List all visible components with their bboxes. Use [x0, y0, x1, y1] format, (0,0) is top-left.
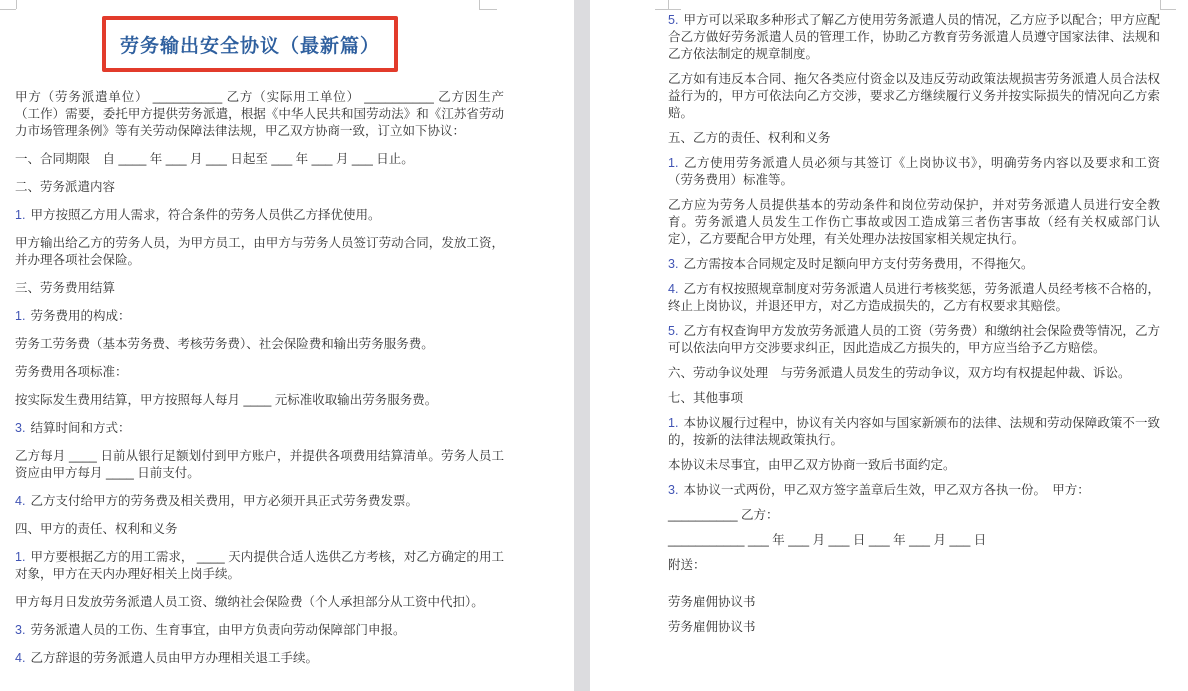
paragraph [15, 89, 504, 140]
document-title: 劳务输出安全协议（最新篇） [119, 35, 380, 57]
paragraph [668, 130, 1160, 147]
paragraph-text: 劳务费用各项标准： [15, 365, 128, 379]
paragraph-text: 结算时间和方式： [30, 421, 131, 435]
paragraph-text: 乙方如有违反本合同、拖欠各类应付资金以及违反劳动政策法规损害劳务派遣人员合法权益行为的，甲方可依法向乙方交涉，要求乙方继续履行义务并按实际损失的情况向乙方索赔。 [668, 72, 1160, 120]
paragraph-text: 乙方应为劳务人员提供基本的劳动条件和岗位劳动保护，并对劳务派遣人员进行安全教育。劳务派遣人员发生工作伤亡事故或因工造成第三者伤害事故（经有关权威部门认定），乙方要配合甲方处理，有关处理办法按国家相关规定执行。 [668, 198, 1160, 246]
paragraph-text: 甲方（劳务派遣单位） __________ 乙方（实际用工单位） __________ 乙方因生产（工作）需要，委托甲方提供劳务派遣，根据《中华人民共和国劳动法》和《江苏省劳动力市场管理条例》等有关劳动保障法律法规，甲乙双方协商一致，订立如下协议： [15, 90, 504, 138]
list-number: 4. [15, 494, 26, 508]
paragraph-text: 乙方需按本合同规定及时足额向甲方支付劳务费用，不得拖欠。 [683, 257, 1034, 271]
margin-crop-mark [0, 9, 16, 10]
paragraph-text: 四、甲方的责任、权利和义务 [15, 522, 178, 536]
paragraph-text: __________ 乙方： [668, 508, 779, 522]
paragraph-text: 七、其他事项 [668, 391, 744, 405]
paragraph [15, 364, 504, 381]
margin-crop-mark [1160, 9, 1176, 10]
paragraph [668, 12, 1160, 63]
paragraph-text: 本协议一式两份，甲乙双方签字盖章后生效，甲乙双方各执一份。 甲方： [683, 483, 1090, 497]
list-number: 4. [15, 651, 26, 665]
list-number: 5. [668, 324, 679, 338]
paragraph-text: 劳务费用的构成： [30, 309, 131, 323]
paragraph [668, 482, 1160, 499]
paragraph-text: 劳务工劳务费（基本劳务费、考核劳务费）、社会保险费和输出劳务服务费。 [15, 337, 434, 351]
page-1-paragraphs [15, 89, 504, 667]
paragraph [15, 392, 504, 409]
paragraph-text: 乙方支付给甲方的劳务费及相关费用，甲方必须开具正式劳务费发票。 [30, 494, 418, 508]
paragraph [15, 179, 504, 196]
paragraph [668, 197, 1160, 248]
paragraph-text: 本协议履行过程中，协议有关内容如与国家新颁布的法律、法规和劳动保障政策不一致的，按新的法律法规政策执行。 [668, 416, 1160, 447]
paragraph [668, 415, 1160, 449]
paragraph [668, 594, 1160, 611]
paragraph [15, 336, 504, 353]
paragraph-text: ___________ ___ 年 ___ 月 ___ 日 ___ 年 ___ 月 ___ 日 [668, 533, 987, 547]
paragraph [15, 650, 504, 667]
paragraph-text: 六、劳动争议处理 与劳务派遣人员发生的劳动争议，双方均有权提起仲裁、诉讼。 [668, 366, 1131, 380]
paragraph [15, 280, 504, 297]
paragraph [668, 256, 1160, 273]
paragraph-text: 附送： [668, 558, 706, 572]
paragraph [15, 207, 504, 224]
paragraph-text: 五、乙方的责任、权利和义务 [668, 131, 831, 145]
paragraph-text: 乙方每月 ____ 日前从银行足额划付到甲方账户，并提供各项费用结算清单。劳务人员工资应由甲方每月 ____ 日前支付。 [15, 449, 504, 480]
paragraph [15, 151, 504, 168]
paragraph-text: 二、劳务派遣内容 [15, 180, 116, 194]
page-gutter [574, 0, 590, 691]
paragraph-text: 一、合同期限 自 ____ 年 ___ 月 ___ 日起至 ___ 年 ___ 月 ___ 日止。 [15, 152, 414, 166]
paragraph-text: 劳务派遣人员的工伤、生育事宜，由甲方负责向劳动保障部门申报。 [30, 623, 406, 637]
list-number: 3. [15, 623, 26, 637]
document-page-1 [0, 0, 574, 691]
paragraph-text: 甲方输出给乙方的劳务人员，为甲方员工，由甲方与劳务人员签订劳动合同，发放工资，并办理各项社会保险。 [15, 236, 504, 267]
margin-crop-mark [479, 0, 480, 9]
paragraph-text: 三、劳务费用结算 [15, 281, 116, 295]
paragraph [15, 594, 504, 611]
paragraph [15, 448, 504, 482]
paragraph [668, 281, 1160, 315]
list-number: 5. [668, 13, 679, 27]
list-number: 1. [668, 416, 679, 430]
list-number: 3. [668, 483, 679, 497]
list-number: 1. [15, 309, 26, 323]
margin-crop-mark [655, 9, 681, 10]
paragraph-text: 按实际发生费用结算，甲方按照每人每月 ____ 元标准收取输出劳务服务费。 [15, 393, 438, 407]
list-number: 3. [668, 257, 679, 271]
paragraph [15, 235, 504, 269]
paragraph [15, 308, 504, 325]
paragraph-text: 劳务雇佣协议书 [668, 595, 756, 609]
paragraph-text: 劳务雇佣协议书 [668, 620, 756, 634]
title-highlight-box [102, 16, 398, 72]
paragraph [668, 619, 1160, 636]
paragraph [668, 323, 1160, 357]
paragraph-text: 乙方有权按照规章制度对劳务派遣人员进行考核奖惩，劳务派遣人员经考核不合格的，终止上岗协议，并退还甲方，对乙方造成损失的，乙方有权要求其赔偿。 [668, 282, 1160, 313]
paragraph-text: 甲方按照乙方用人需求，符合条件的劳务人员供乙方择优使用。 [30, 208, 381, 222]
paragraph-text: 甲方可以采取多种形式了解乙方使用劳务派遣人员的情况，乙方应予以配合；甲方应配合乙方做好劳务派遣人员的管理工作，协助乙方教育劳务派遣人员遵守国家法律、法规和乙方依法制定的规章制度。 [668, 13, 1160, 61]
paragraph-text: 甲方要根据乙方的用工需求， ____ 天内提供合适人选供乙方考核，对乙方确定的用工对象，甲方在天内办理好相关上岗手续。 [15, 550, 504, 581]
paragraph [15, 622, 504, 639]
margin-crop-mark [16, 0, 17, 9]
paragraph-text: 乙方使用劳务派遣人员必须与其签订《上岗协议书》，明确劳务内容以及要求和工资（劳务费用）标准等。 [668, 156, 1160, 187]
list-number: 3. [15, 421, 26, 435]
paragraph [668, 71, 1160, 122]
list-number: 1. [15, 208, 26, 222]
margin-crop-mark [668, 0, 669, 9]
margin-crop-mark [1160, 0, 1161, 9]
list-number: 4. [668, 282, 679, 296]
paragraph-text: 本协议未尽事宜，由甲乙双方协商一致后书面约定。 [668, 458, 956, 472]
paragraph [668, 507, 1160, 524]
paragraph-text: 乙方有权查询甲方发放劳务派遣人员的工资（劳务费）和缴纳社会保险费等情况，乙方可以依法向甲方交涉要求纠正，因此造成乙方损失的，甲方应当给予乙方赔偿。 [668, 324, 1160, 355]
paragraph-text: 乙方辞退的劳务派遣人员由甲方办理相关退工手续。 [30, 651, 318, 665]
paragraph [668, 390, 1160, 407]
paragraph [668, 557, 1160, 574]
paragraph [15, 420, 504, 437]
list-number: 1. [668, 156, 679, 170]
paragraph [15, 493, 504, 510]
paragraph [668, 457, 1160, 474]
paragraph [668, 155, 1160, 189]
list-number: 1. [15, 550, 26, 564]
page-2-paragraphs [668, 12, 1160, 636]
paragraph [15, 549, 504, 583]
paragraph [668, 532, 1160, 549]
paragraph [668, 365, 1160, 382]
paragraph-text: 甲方每月日发放劳务派遣人员工资、缴纳社会保险费（个人承担部分从工资中代扣）。 [15, 595, 484, 609]
paragraph [15, 521, 504, 538]
document-page-2 [590, 0, 1188, 691]
